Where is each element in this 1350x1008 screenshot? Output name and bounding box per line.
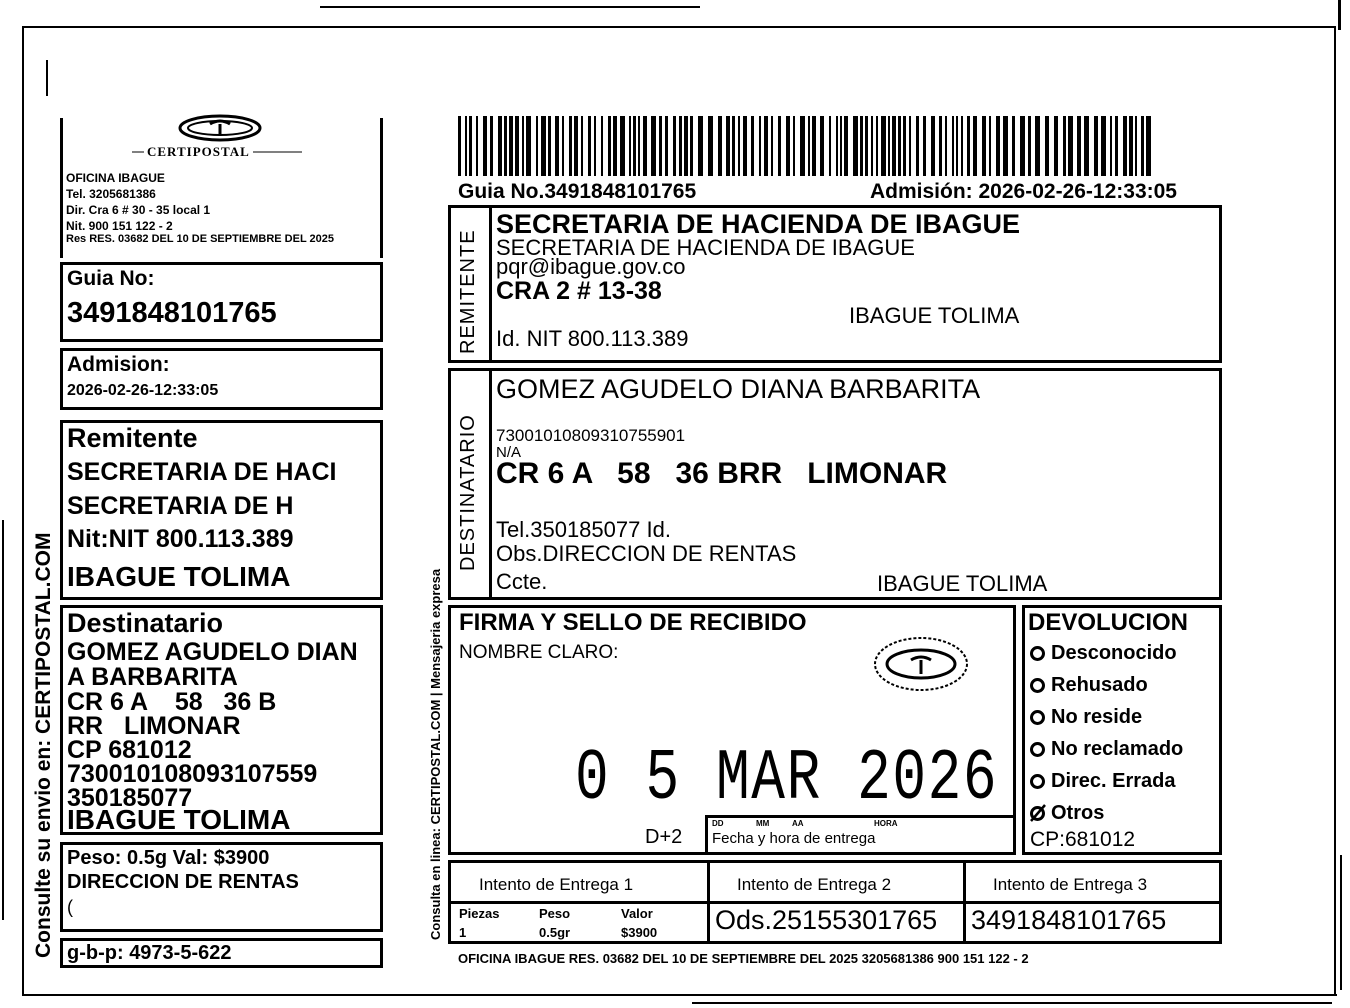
remitente-city: IBAGUE TOLIMA — [849, 303, 1020, 328]
firma-nombre: NOMBRE CLARO: — [459, 642, 619, 663]
outer-frame-left — [22, 26, 24, 996]
right-edge-mark — [1340, 855, 1342, 990]
office-block-left — [60, 118, 63, 258]
barcode-bar — [673, 116, 676, 176]
barcode-bar — [643, 116, 647, 176]
barcode-bar — [1101, 116, 1106, 176]
barcode-bar — [509, 116, 513, 176]
barcode-bar — [751, 116, 754, 176]
devolucion-option[interactable] — [1030, 642, 1177, 665]
destinatario-left-line: A BARBARITA — [67, 663, 238, 691]
remitente-name2: SECRETARIA DE HACIENDA DE IBAGUE — [496, 235, 915, 260]
destinatario-name: GOMEZ AGUDELO DIANA BARBARITA — [496, 374, 981, 404]
remitente-left-nit: Nit:NIT 800.113.389 — [67, 525, 294, 553]
barcode-bar — [1028, 116, 1031, 176]
destinatario-left-line: 350185077 — [67, 784, 193, 812]
devolucion-option-checked[interactable] — [1030, 802, 1104, 825]
barcode-bar — [996, 116, 1000, 176]
barcode-bar — [1115, 116, 1118, 176]
barcode-bar — [800, 116, 805, 176]
peso-label: Peso — [539, 906, 571, 921]
barcode-bar — [601, 116, 603, 176]
barcode-bar — [973, 116, 977, 176]
devolucion-option-label: No reclamado — [1051, 738, 1184, 760]
barcode-bar — [1141, 116, 1144, 176]
barcode-bar — [1077, 116, 1081, 176]
destinatario-address: CR 6 A 58 36 BRR LIMONAR — [496, 457, 948, 490]
barcode-bar — [629, 116, 631, 176]
barcode-bar — [569, 116, 572, 176]
barcode-bar — [1068, 116, 1073, 176]
admision-label: Admision: — [67, 353, 170, 376]
barcode-bar — [931, 116, 935, 176]
outer-frame-top — [22, 26, 1334, 28]
devolucion-cp: CP:681012 — [1030, 828, 1136, 851]
destinatario-left-title: Destinatario — [67, 608, 224, 638]
destinatario-left-box — [60, 605, 383, 835]
peso-line2: DIRECCION DE RENTAS — [67, 871, 299, 893]
barcode-bar — [620, 116, 625, 176]
admision-value: 2026-02-26-12:33:05 — [67, 382, 219, 399]
destinatario-tel: Tel.350185077 Id. — [496, 517, 671, 542]
barcode-bar — [892, 116, 896, 176]
gbp-value: g-b-p: 4973-5-622 — [67, 942, 232, 964]
top-edge-line — [320, 6, 700, 8]
office-tel: Tel. 3205681386 — [66, 187, 156, 201]
barcode-bar — [786, 116, 790, 176]
outer-frame-right — [1334, 26, 1336, 996]
barcode-bar — [844, 116, 848, 176]
barcode-bar — [690, 116, 693, 176]
checked-radio-icon[interactable] — [1030, 806, 1045, 821]
destinatario-left-line: 730010108093107559 — [67, 760, 318, 788]
guia-box — [60, 262, 383, 342]
stamp-logo — [871, 634, 971, 694]
barcode-bar — [738, 116, 740, 176]
barcode-bar — [909, 116, 911, 176]
barcode-bar — [522, 116, 524, 176]
office-nit: Nit. 900 151 122 - 2 — [66, 219, 173, 233]
firma-box — [448, 605, 1016, 855]
remitente-left-title: Remitente — [67, 423, 198, 453]
barcode-bar — [684, 116, 688, 176]
devolucion-option-label: No reside — [1051, 706, 1143, 728]
date-header-hora: HORA — [874, 819, 898, 828]
guia-bottom-value: 3491848101765 — [971, 905, 1167, 935]
barcode-bar — [916, 116, 919, 176]
devolucion-option[interactable] — [1030, 674, 1148, 697]
intento-2-label: Intento de Entrega 2 — [737, 875, 892, 894]
barcode-bar — [504, 116, 507, 176]
barcode-bar — [548, 116, 551, 176]
barcode-bar — [1003, 116, 1008, 176]
consulte-side-text: Consulte su envio en: CERTIPOSTAL.COM — [32, 532, 55, 958]
date-stamp: 0 5 MAR 2026 — [575, 738, 999, 820]
barcode-bar — [952, 116, 954, 176]
remitente-id: Id. NIT 800.113.389 — [496, 326, 689, 351]
barcode-bar — [1110, 116, 1112, 176]
peso-value: 0.5gr — [539, 925, 571, 940]
barcode-bar — [679, 116, 682, 176]
outer-frame-bottom — [22, 994, 1337, 996]
barcode-bar — [836, 116, 838, 176]
office-dir: Dir. Cra 6 # 30 - 35 local 1 — [66, 203, 211, 217]
intentos-header-divider — [451, 901, 1219, 904]
barcode-bar — [743, 116, 747, 176]
barcode-bar — [840, 116, 842, 176]
barcode-bar — [698, 116, 703, 176]
barcode-bar — [1135, 116, 1137, 176]
remitente-left-city: IBAGUE TOLIMA — [67, 561, 291, 592]
remitente-left-box — [60, 420, 383, 600]
barcode-bar — [853, 116, 858, 176]
office-block-right — [380, 118, 383, 258]
barcode-bar — [515, 116, 519, 176]
barcode-bar — [541, 116, 546, 176]
footer-text: OFICINA IBAGUE RES. 03682 DEL 10 DE SEPTIEMBRE DEL 2025 3205681386 900 151 122 - 2 — [458, 951, 1029, 966]
barcode-bar — [469, 116, 472, 176]
intentos-col-divider-1 — [707, 863, 710, 941]
bottom-edge-line — [692, 1002, 1332, 1004]
barcode-bar — [498, 116, 502, 176]
devolucion-option-label: Rehusado — [1051, 674, 1148, 696]
barcode-bar — [903, 116, 906, 176]
barcode-bar — [555, 116, 559, 176]
destinatario-left-line: CR 6 A 58 36 B — [67, 688, 277, 716]
barcode-bar — [594, 116, 596, 176]
consulta-linea-side-text: Consulta en linea: CERTIPOSTAL.COM | Mensajeria expresa — [428, 568, 443, 940]
radio-icon[interactable] — [1030, 710, 1045, 725]
destinatario-label: DESTINATARIO — [457, 414, 479, 571]
barcode-bar — [939, 116, 942, 176]
barcode-bar — [881, 116, 886, 176]
barcode-bar — [465, 116, 467, 176]
gbp-box — [60, 938, 383, 968]
barcode-bar — [726, 116, 730, 176]
remitente-box — [448, 205, 1222, 363]
valor-value: $3900 — [621, 925, 658, 940]
devolucion-option[interactable] — [1030, 738, 1183, 761]
devolucion-option-label: Direc. Errada — [1051, 770, 1176, 792]
date-header-dd: DD — [712, 819, 724, 828]
barcode-bar — [759, 116, 761, 176]
barcode-bar — [613, 116, 617, 176]
barcode-bar — [989, 116, 991, 176]
barcode-bar — [1129, 116, 1133, 176]
destinatario-na: N/A — [496, 444, 522, 461]
barcode-bar — [1084, 116, 1089, 176]
barcode-bar — [820, 116, 824, 176]
certipostal-logo — [132, 112, 302, 164]
intento-3-label: Intento de Entrega 3 — [993, 875, 1148, 894]
barcode-bar — [1045, 116, 1049, 176]
destinatario-left-line: GOMEZ AGUDELO DIAN — [67, 638, 358, 666]
barcode-bar — [1063, 116, 1066, 176]
destinatario-left-line: IBAGUE TOLIMA — [67, 804, 291, 835]
devolucion-option[interactable] — [1030, 706, 1142, 729]
destinatario-ccte: Ccte. — [496, 569, 548, 594]
barcode-bar — [865, 116, 868, 176]
barcode-bar — [961, 116, 963, 176]
remitente-label-cell — [451, 208, 492, 360]
radio-icon[interactable] — [1030, 742, 1045, 757]
barcode-bar — [562, 116, 564, 176]
barcode-bar — [1012, 116, 1015, 176]
remitente-label: REMITENTE — [457, 229, 479, 354]
barcode-bar — [945, 116, 947, 176]
barcode-bar — [581, 116, 583, 176]
radio-icon[interactable] — [1030, 774, 1045, 789]
barcode-bar — [860, 116, 863, 176]
admision-box — [60, 348, 383, 410]
guia-number: 3491848101765 — [67, 297, 277, 329]
barcode-bar — [1035, 116, 1040, 176]
barcode-bar — [1054, 116, 1058, 176]
office-res: Res RES. 03682 DEL 10 DE SEPTIEMBRE DEL 2025 — [66, 233, 334, 245]
barcode-bar — [659, 116, 662, 176]
intentos-table — [448, 860, 1222, 944]
barcode-bar — [876, 116, 878, 176]
barcode-bar — [732, 116, 735, 176]
barcode-bar — [526, 116, 531, 176]
barcode-bar — [665, 116, 668, 176]
ods-value: Ods.25155301765 — [715, 905, 938, 935]
barcode-bar — [778, 116, 781, 176]
valor-label: Valor — [621, 906, 653, 921]
devolucion-box — [1022, 605, 1222, 855]
barcode-bar — [588, 116, 591, 176]
intento-1-label: Intento de Entrega 1 — [479, 875, 634, 894]
devolucion-title: DEVOLUCION — [1028, 609, 1189, 636]
radio-icon[interactable] — [1030, 646, 1045, 661]
barcode-bar — [793, 116, 795, 176]
barcode-bar — [982, 116, 986, 176]
date-header-mm: MM — [756, 819, 770, 828]
top-right-mark — [1338, 0, 1341, 30]
barcode-bar — [956, 116, 958, 176]
barcode-bar — [476, 116, 478, 176]
barcode-bar — [608, 116, 611, 176]
peso-line3: ( — [67, 897, 73, 917]
destinatario-left-line: RR LIMONAR — [67, 712, 241, 740]
peso-line1: Peso: 0.5g Val: $3900 — [67, 847, 270, 869]
barcode-bar — [764, 116, 768, 176]
barcode-bar — [1146, 116, 1151, 176]
barcode-bar — [1020, 116, 1025, 176]
barcode-bar — [651, 116, 656, 176]
remitente-address: CRA 2 # 13-38 — [496, 277, 662, 305]
intentos-col-divider-2 — [963, 863, 966, 941]
fecha-area — [705, 815, 1016, 855]
barcode-bar — [1094, 116, 1098, 176]
barcode-bar — [1123, 116, 1127, 176]
barcode-bar — [888, 116, 890, 176]
piezas-label: Piezas — [459, 906, 500, 921]
barcode — [458, 116, 1158, 176]
barcode-bar — [967, 116, 970, 176]
barcode-bar — [708, 116, 713, 176]
guia-label: Guia No: — [67, 267, 155, 290]
barcode-bar — [829, 116, 831, 176]
left-edge-mark — [2, 520, 4, 920]
radio-icon[interactable] — [1030, 678, 1045, 693]
header-guia: Guia No.3491848101765 — [458, 180, 697, 203]
barcode-bar — [771, 116, 773, 176]
destinatario-left-line: CP 681012 — [67, 736, 192, 764]
barcode-bar — [898, 116, 901, 176]
piezas-value: 1 — [459, 925, 467, 940]
fecha-label: Fecha y hora de entrega — [712, 830, 876, 847]
remitente-left-line2: SECRETARIA DE H — [67, 492, 294, 520]
barcode-bar — [923, 116, 926, 176]
header-admision: Admisión: 2026-02-26-12:33:05 — [870, 180, 1177, 203]
office-name: OFICINA IBAGUE — [66, 171, 165, 185]
devolucion-option-label: Otros — [1051, 802, 1105, 824]
peso-box — [60, 842, 383, 932]
barcode-bar — [871, 116, 873, 176]
remitente-left-line1: SECRETARIA DE HACI — [67, 458, 337, 486]
date-header-aa: AA — [792, 819, 804, 828]
barcode-bar — [458, 116, 461, 176]
devolucion-option-label: Desconocido — [1051, 642, 1177, 664]
barcode-bar — [808, 116, 810, 176]
remitente-name: SECRETARIA DE HACIENDA DE IBAGUE — [496, 209, 1021, 239]
remitente-email: pqr@ibague.gov.co — [496, 254, 686, 279]
barcode-bar — [490, 116, 493, 176]
barcode-bar — [812, 116, 816, 176]
destinatario-obs: Obs.DIRECCION DE RENTAS — [496, 541, 797, 566]
corner-mark — [46, 60, 48, 96]
firma-title: FIRMA Y SELLO DE RECIBIDO — [459, 609, 807, 636]
destinatario-label-cell — [451, 371, 492, 597]
barcode-bar — [483, 116, 487, 176]
barcode-bar — [536, 116, 538, 176]
barcode-bar — [638, 116, 640, 176]
barcode-bar — [633, 116, 636, 176]
devolucion-option[interactable] — [1030, 770, 1176, 793]
destinatario-city: IBAGUE TOLIMA — [877, 571, 1048, 596]
destinatario-code: 73001010809310755901 — [496, 426, 686, 445]
dplus-label: D+2 — [645, 826, 683, 848]
destinatario-box — [448, 368, 1222, 600]
certipostal-wordmark: CERTIPOSTAL — [144, 144, 253, 160]
barcode-bar — [574, 116, 578, 176]
barcode-bar — [718, 116, 722, 176]
